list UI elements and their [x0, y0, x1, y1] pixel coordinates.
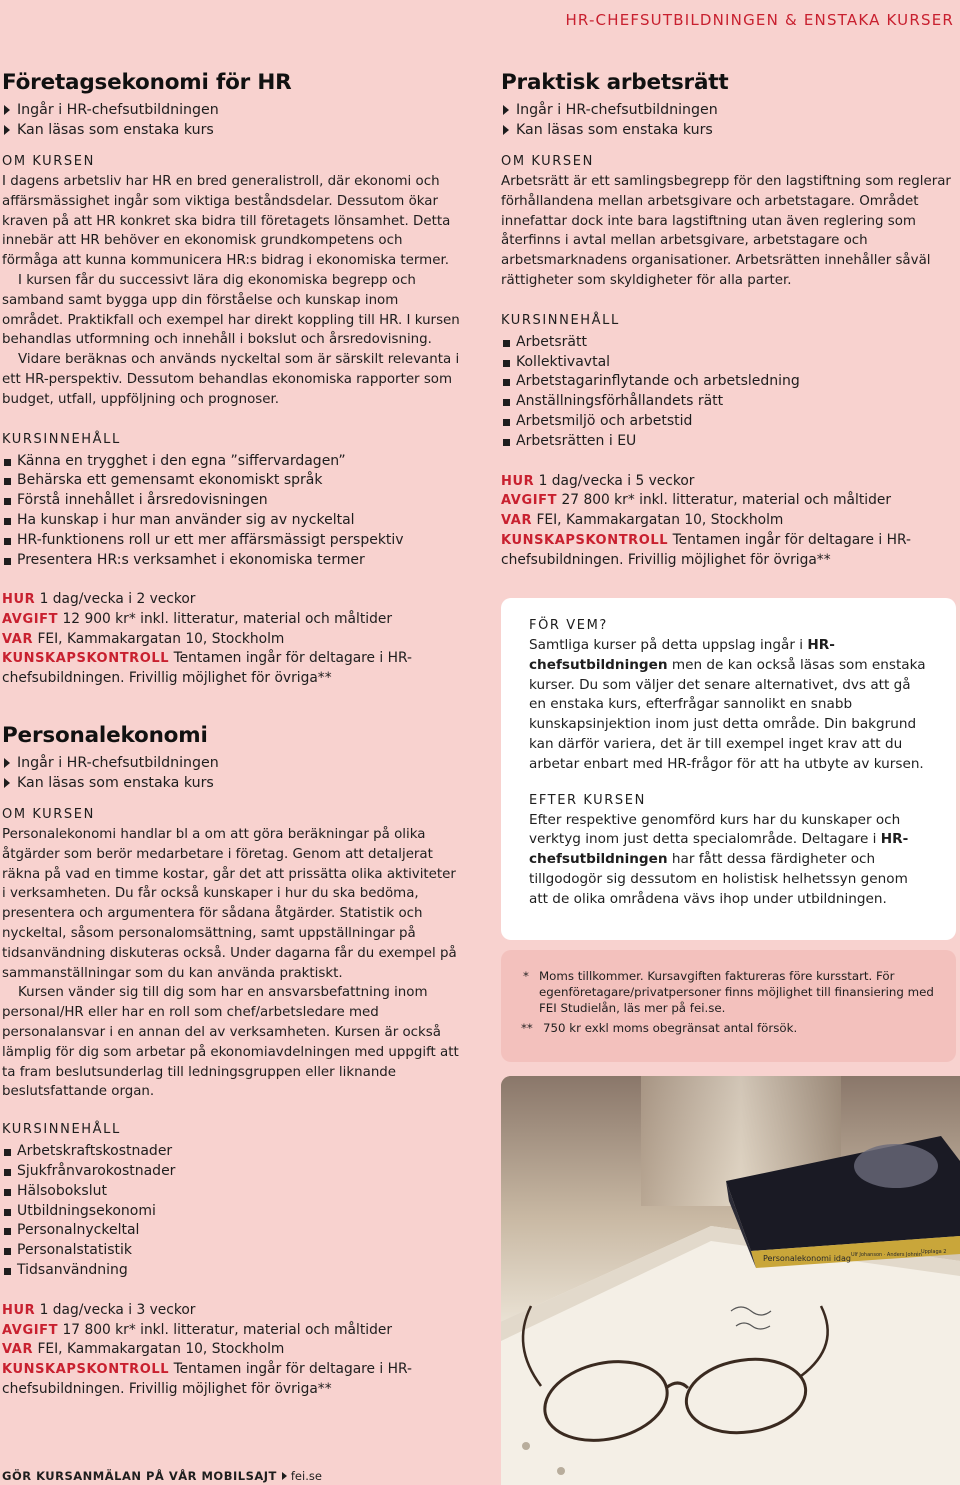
after-text: Efter respektive genomförd kurs har du kunskaper och verktyg inom just detta specialområde. Deltagare i HR-chefsutbildningen har fått dessa färdigheter och tillgodogör sig dessutom en holistisk helhetssyn genom att de olika områdena vävs ihop under utbildningen. — [529, 811, 909, 907]
paragraph: I kursen får du successivt lära dig ekonomiska begrepp och samband samt bygga upp din förståelse och kunskap inom området. Praktikfall och exempel har direkt koppling till HR. I kursen behandlas utformning och innehåll i bokslut och årsredovisning. — [2, 272, 460, 348]
triangle-bullet-icon — [503, 105, 509, 115]
list-item: Känna en trygghet i den egna ”siffervardagen” — [2, 452, 462, 472]
square-bullet-icon — [4, 518, 11, 525]
square-bullet-icon — [4, 538, 11, 545]
who-text: Samtliga kurser på detta uppslag ingår i HR-chefsutbildningen men de kan också läsas som enstaka kurser. Du som väljer det senare alternativet, dvs att gå en enstaka kurs, efterfrågar sannolikt en snabb kunskapsinjektion inom just detta område. Din bakgrund kan därför variera, det är till exempel inget krav att du arbetar enbart med HR-frågor för att ha utbyte av kursen. — [529, 637, 926, 772]
square-bullet-icon — [4, 1248, 11, 1255]
book-glasses-photo — [501, 1076, 960, 1485]
footnote: ** 750 kr exkl moms obegränsat antal försök. — [521, 1021, 798, 1035]
arrow-right-icon — [282, 1472, 287, 1480]
square-bullet-icon — [4, 459, 11, 466]
course-facts: HUR 1 dag/vecka i 2 veckor AVGIFT 12 900 kr* inkl. litteratur, material och måltider VAR FEI, Kammakargatan 10, Stockholm KUNSKAPSKONTROLL Tentamen ingår för deltagare i HR-chefsubildningen. Frivillig möjlighet för övriga** — [2, 591, 413, 687]
course-praktisk-arbetsratt — [501, 70, 958, 571]
section-heading: KURSINNEHÅLL — [2, 431, 121, 447]
square-bullet-icon — [4, 1189, 11, 1196]
book-edition-text: Upplaga 2 — [921, 1249, 947, 1255]
list-item: Arbetsrätten i EU — [501, 432, 958, 452]
list-item: Hälsobokslut — [2, 1182, 462, 1202]
book-authors-text: Ulf Johanson · Anders Johrén — [851, 1252, 922, 1258]
section-heading: OM KURSEN — [2, 154, 95, 169]
course-description — [2, 825, 462, 1102]
page-header — [0, 0, 960, 40]
tag-item: Kan läsas som enstaka kurs — [2, 773, 462, 793]
tag-item: Ingår i HR-chefsutbildningen — [2, 100, 462, 120]
info-box — [501, 598, 956, 940]
list-item: Kollektivavtal — [501, 353, 958, 373]
section-heading: OM KURSEN — [501, 154, 594, 169]
course-title: Praktisk arbetsrätt — [501, 70, 729, 95]
course-foretagsekonomi — [2, 70, 462, 570]
course-personalekonomi-column — [2, 590, 462, 1400]
list-item: Utbildningsekonomi — [2, 1202, 462, 1222]
square-bullet-icon — [503, 419, 510, 426]
triangle-bullet-icon — [4, 778, 10, 788]
tag-item: Kan läsas som enstaka kurs — [2, 120, 462, 140]
tag-item: Kan läsas som enstaka kurs — [501, 120, 958, 140]
section-heading: EFTER KURSEN — [529, 792, 646, 808]
list-item: HR-funktionens roll ur ett mer affärsmässigt perspektiv — [2, 531, 462, 551]
list-item: Sjukfrånvarokostnader — [2, 1162, 462, 1182]
paragraph: Kursen vänder sig till dig som har en ansvarsbefattning inom personal/HR eller har en roll som chef/arbetsledare med personalansvar i en annan del av verksamheten. Kursen är också lämplig för dig som arbetar på ekonomiavdelningen med uppgift att ta fram beslutsunderlag till ledningsgruppen eller liknande beslutsfattande organ. — [2, 985, 459, 1100]
triangle-bullet-icon — [4, 758, 10, 768]
tag-item: Ingår i HR-chefsutbildningen — [501, 100, 958, 120]
section-heading: OM KURSEN — [2, 806, 95, 822]
section-heading: KURSINNEHÅLL — [501, 312, 620, 328]
cta-text: GÖR KURSANMÄLAN PÅ VÅR MOBILSAJT — [2, 1469, 277, 1483]
section-heading: KURSINNEHÅLL — [2, 1122, 121, 1138]
square-bullet-icon — [4, 498, 11, 505]
section-title: HR-CHEFSUTBILDNINGEN & ENSTAKA KURSER — [565, 11, 954, 29]
square-bullet-icon — [4, 478, 11, 485]
content-list — [2, 1142, 462, 1281]
course-tags — [2, 753, 462, 793]
list-item: Arbetsmiljö och arbetstid — [501, 412, 958, 432]
paragraph: Personalekonomi handlar bl a om att göra beräkningar på olika åtgärder som berör medarbetare i företag. Genom att detaljerat räkna på vad en timme kostar, går det att prissätta olika aktiviteter i verksamheten. Du får också kunskaper i hur du ska bedöma, presentera och argumentera för sådana åtgärder. Statistik och nyckeltal, såsom personalomsättning, samt uppställningar på tidsanvändning diskuteras också. Under dagarna får du exempel på sammanställningar som du kan använda praktiskt. — [2, 826, 457, 981]
footnote: * Moms tillkommer. Kursavgiften faktureras före kursstart. För egenföretagare/privatpersoner finns möjlighet till finansiering med FEI Studielån, läs mer på fei.se. — [523, 969, 934, 1015]
square-bullet-icon — [503, 379, 510, 386]
course-facts: HUR 1 dag/vecka i 5 veckor AVGIFT 27 800 kr* inkl. litteratur, material och måltider VAR FEI, Kammakargatan 10, Stockholm KUNSKAPSKONTROLL Tentamen ingår för deltagare i HR-chefsubildningen. Frivillig möjlighet för övriga** — [501, 472, 912, 568]
square-bullet-icon — [4, 1228, 11, 1235]
square-bullet-icon — [4, 558, 11, 565]
content-list — [2, 452, 462, 571]
footer — [2, 1468, 322, 1484]
list-item: Arbetsrätt — [501, 333, 958, 353]
content-list — [501, 333, 958, 452]
triangle-bullet-icon — [4, 105, 10, 115]
list-item: Förstå innehållet i årsredovisningen — [2, 491, 462, 511]
triangle-bullet-icon — [503, 125, 509, 135]
square-bullet-icon — [503, 360, 510, 367]
course-facts: HUR 1 dag/vecka i 3 veckor AVGIFT 17 800 kr* inkl. litteratur, material och måltider VAR FEI, Kammakargatan 10, Stockholm KUNSKAPSKONTROLL Tentamen ingår för deltagare i HR-chefsubildningen. Frivillig möjlighet för övriga** — [2, 1301, 413, 1397]
photo-illustration — [501, 1076, 960, 1485]
section-heading: FÖR VEM? — [529, 618, 608, 633]
list-item: Presentera HR:s verksamhet i ekonomiska termer — [2, 551, 462, 571]
square-bullet-icon — [4, 1169, 11, 1176]
course-description — [501, 172, 958, 291]
course-tags — [2, 100, 462, 140]
list-item: Tidsanvändning — [2, 1261, 462, 1281]
list-item: Personalnyckeltal — [2, 1221, 462, 1241]
course-title: Personalekonomi — [2, 722, 208, 748]
paragraph: Arbetsrätt är ett samlingsbegrepp för den lagstiftning som reglerar förhållandena mellan arbetsgivare och arbetstagare. Området innefattar dock inte bara lagstiftning utan även reglering som återfinns i avtal mellan arbetsgivare, arbetstagare och arbetsmarknadens organisationer. Arbetsrätten innehåller såväl rättigheter som skyldigheter för alla parter. — [501, 174, 951, 288]
website-link[interactable]: fei.se — [290, 1469, 322, 1483]
square-bullet-icon — [4, 1209, 11, 1216]
list-item: Arbetskraftskostnader — [2, 1142, 462, 1162]
square-bullet-icon — [503, 399, 510, 406]
list-item: Personalstatistik — [2, 1241, 462, 1261]
tag-item: Ingår i HR-chefsutbildningen — [2, 753, 462, 773]
square-bullet-icon — [4, 1149, 11, 1156]
square-bullet-icon — [503, 340, 510, 347]
triangle-bullet-icon — [4, 125, 10, 135]
square-bullet-icon — [503, 439, 510, 446]
course-tags — [501, 100, 958, 140]
course-description — [2, 172, 462, 410]
course-title: Företagsekonomi för HR — [2, 70, 292, 95]
list-item: Behärska ett gemensamt ekonomiskt språk — [2, 471, 462, 491]
footnotes — [501, 950, 956, 1062]
paragraph: Vidare beräknas och används nyckeltal som är särskilt relevanta i ett HR-perspektiv. Dessutom behandlas ekonomiska rapporter som budget, utfall, uppföljning och prognoser. — [2, 352, 460, 407]
list-item: Arbetstagarinflytande och arbetsledning — [501, 372, 958, 392]
paragraph: I dagens arbetsliv har HR en bred generalistroll, där ekonomi och affärsmässighet ingår som viktiga beståndsdelar. Dessutom ökar kraven på att HR konkret ska bidra till företagets lönsamhet. Detta innebär att HR behöver en ekonomisk grundkompetens och förmåga att kunna kommunicera HR:s bidrag i ekonomiska termer. — [2, 174, 451, 269]
list-item: Anställningsförhållandets rätt — [501, 392, 958, 412]
book-title-text: Personalekonomi idag — [763, 1254, 851, 1263]
square-bullet-icon — [4, 1268, 11, 1275]
list-item: Ha kunskap i hur man använder sig av nyckeltal — [2, 511, 462, 531]
